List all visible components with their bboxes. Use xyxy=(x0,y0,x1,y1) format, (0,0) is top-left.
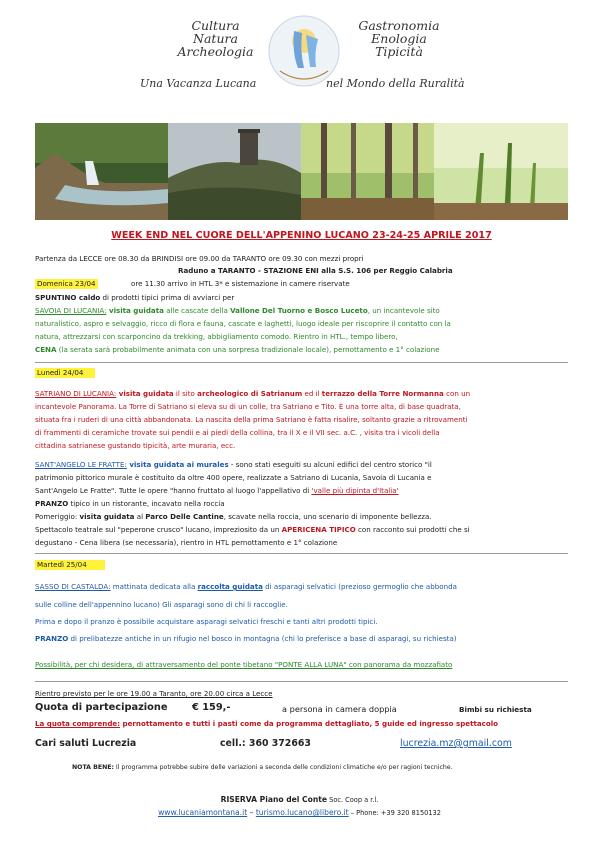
day3-pranzo xyxy=(35,634,457,644)
footer-contacts xyxy=(0,808,599,817)
divider xyxy=(35,681,568,682)
spettacolo-line2: degustano - Cena libera (se necessaria), rientro in HTL pernottamento e 1° colazione xyxy=(35,538,338,547)
tagline-right: nel Mondo della Ruralità xyxy=(326,77,465,90)
savoia-line1 xyxy=(35,306,440,316)
ponte-luna: "PONTE ALLA LUNA" xyxy=(274,660,347,669)
footer-dash: – xyxy=(247,808,256,817)
santangelo-line1 xyxy=(35,460,432,470)
satriano-line4: di frammenti di ceramiche trovate sui pendii e ai piedi della collina, tra il X e il VII sec. a.C. , visita tra i vicoli della xyxy=(35,428,440,437)
divider xyxy=(35,362,568,363)
footer-org xyxy=(0,795,599,804)
nota-bene xyxy=(72,764,453,771)
website-link[interactable]: www.lucaniamontana.it xyxy=(158,808,248,817)
pranzo-line xyxy=(35,499,225,509)
sasso-line1 xyxy=(35,582,457,592)
spuntino-line xyxy=(35,293,234,303)
spettacolo-line1 xyxy=(35,525,470,535)
rientro-line: Rientro previsto per le ore 19.00 a Taranto, ore 20.00 circa a Lecce xyxy=(35,689,273,698)
satriano-t2: ed il xyxy=(302,389,322,398)
satriano-visit: visita guidata xyxy=(116,389,174,398)
pom-t3: , scavate nella roccia, uno scenario di imponente bellezza. xyxy=(223,512,432,521)
event-title: WEEK END NEL CUORE DELL'APPENINO LUCANO 23-24-25 APRILE 2017 xyxy=(111,230,492,241)
quota-value: € 159,- xyxy=(192,702,231,713)
satriano-line1 xyxy=(35,389,470,399)
day2-label: Lunedì 24/04 xyxy=(35,368,95,378)
sasso-raccolta: raccolta guidata xyxy=(197,582,263,591)
day3-label: Martedì 25/04 xyxy=(35,560,105,570)
pranzo-bold: PRANZO xyxy=(35,499,69,508)
satriano-t1: il sito xyxy=(173,389,198,398)
day1-label: Domenica 23/04 xyxy=(37,279,96,288)
sasso-t2: di asparagi selvatici (prezioso germoglio che abbonda xyxy=(262,582,457,591)
cell-number: cell.: 360 372663 xyxy=(220,738,311,749)
arrival-info: ore 11.30 arrivo in HTL 3* e sistemazione in camere riservate xyxy=(131,279,350,288)
savoia-line2: naturalistico, aspro e selvaggio, ricco di flora e fauna, cascate e laghetti, luogo ideale per riscoprire il contatto con la xyxy=(35,319,451,328)
header-word: Archeologia xyxy=(177,44,254,59)
santangelo-line3 xyxy=(35,486,399,496)
sasso-place: SASSO DI CASTALDA: xyxy=(35,582,111,591)
pom-visit: visita guidata xyxy=(79,512,135,521)
comprende-line xyxy=(35,719,498,729)
tower-photo xyxy=(168,123,301,220)
spuntino-bold: SPUNTINO caldo xyxy=(35,293,101,302)
forest-photo xyxy=(301,123,434,220)
bimbi-note: Bimbi su richiesta xyxy=(459,705,532,714)
org-type: Soc. Coop a r.l. xyxy=(327,796,379,804)
cena-line xyxy=(35,345,439,355)
cena-text: (la serata sarà probabilmente animata con una sorpresa tradizionale locale), pernottamento e 1° colazione xyxy=(56,345,440,354)
apericena: APERICENA TIPICO xyxy=(281,525,356,534)
satriano-site: archeologico di Satrianum xyxy=(197,389,303,398)
header-left-words xyxy=(163,19,268,58)
footer-phone: – Phone: +39 320 8150132 xyxy=(348,809,441,817)
nota-text: Il programma potrebbe subire delle variazioni a seconda delle condizioni climatiche e/o per ragioni tecniche. xyxy=(113,764,453,771)
comprende-label: La quota comprende: xyxy=(35,719,121,728)
satriano-line2: incantevole Panorama. La Torre di Satriano si eleva su di un colle, tra Satriano e Tito. È una torre alta, di base quadrata, xyxy=(35,402,461,411)
nota-label: NOTA BENE: xyxy=(72,764,114,771)
satriano-place: SATRIANO DI LUCANIA: xyxy=(35,389,117,398)
spet-t2: con racconto sui prodotti che si xyxy=(355,525,470,534)
pom-t2: al xyxy=(134,512,146,521)
cena-bold: CENA xyxy=(35,345,57,354)
email-link[interactable]: lucrezia.mz@gmail.com xyxy=(400,738,512,749)
possibilita-line xyxy=(35,660,452,670)
santangelo-t3: Sant'Angelo Le Fratte". Tutte le opere "hanno fruttato al luogo l'appellativo di xyxy=(35,486,312,495)
satriano-line3: situata fra i ruderi di una città abbandonata. La nascita della prima Satriano è fatta risalire, soltanto grazie a ritrovamenti xyxy=(35,415,468,424)
satriano-line5: cittadina satrianese gustando tipicità, arte muraria, ecc. xyxy=(35,441,236,450)
pom-t1: Pomeriggio: xyxy=(35,512,80,521)
footer-email-link[interactable]: turismo.lucano@libero.it xyxy=(255,808,349,817)
quota-label: Quota di partecipazione xyxy=(35,702,168,713)
satriano-t3: con un xyxy=(443,389,471,398)
header-word: Tipicità xyxy=(375,44,423,59)
valle-dipinta: 'valle più dipinta d'Italia' xyxy=(311,486,399,495)
header-right-words xyxy=(344,19,454,58)
asparagus-photo xyxy=(434,123,568,220)
header-word: Cultura xyxy=(191,18,240,33)
santangelo-visit: visita guidata ai murales xyxy=(126,460,229,469)
day3-pranzo-text: di prelibatezze antiche in un rifugio nel bosco in montagna (chi lo preferisce a base di asparagi, su richiesta) xyxy=(68,634,457,643)
saluti: Cari saluti Lucrezia xyxy=(35,738,137,749)
poss-t3: con panorama da mozzafiato xyxy=(346,660,453,669)
savoia-text1: alle cascate della xyxy=(163,306,231,315)
poss-t1: Possibilità, per chi desidera, di attraversamento del ponte tibetano xyxy=(35,660,275,669)
quota-tail: a persona in camera doppia xyxy=(282,704,397,714)
org-name: RISERVA Piano del Conte xyxy=(220,795,328,804)
pomeriggio-line xyxy=(35,512,432,522)
savoia-place: SAVOIA DI LUCANIA: xyxy=(35,306,107,315)
comprende-text: pernottamento e tutti i pasti come da programma dettagliato, 5 guide ed ingresso spettacolo xyxy=(120,719,499,728)
tagline-left: Una Vacanza Lucana xyxy=(140,77,257,90)
sasso-line3: Prima e dopo il pranzo è possibile acquistare asparagi selvatici freschi e tanti altri prodotti tipici. xyxy=(35,617,378,626)
santangelo-t1: - sono stati eseguiti su alcuni edifici del centro storico "il xyxy=(228,460,432,469)
satriano-tower: terrazzo della Torre Normanna xyxy=(321,389,444,398)
santangelo-place: SANT'ANGELO LE FRATTE: xyxy=(35,460,127,469)
spet-t1: Spettacolo teatrale sul "peperone crusco" lucano, impreziosito da un xyxy=(35,525,282,534)
santangelo-line2: patrimonio pittorico murale è costituito da oltre 400 opere, realizzate a Satriano di Lucania, Savoia di Lucania e xyxy=(35,473,432,482)
waterfall-photo xyxy=(35,123,168,220)
day3-pranzo-bold: PRANZO xyxy=(35,634,69,643)
sasso-line2: sulle colline dell'appennino lucano) Gli asparagi sono di chi li raccoglie. xyxy=(35,600,288,609)
sasso-t1: mattinata dedicata alla xyxy=(110,582,198,591)
savoia-line3: natura, attrezzarsi con scarponcino da trekking, abbigliamento comodo. Rientro in HTL., tempo libero, xyxy=(35,332,398,341)
pom-park: Parco Delle Cantine xyxy=(145,512,224,521)
divider xyxy=(35,553,568,554)
photo-strip xyxy=(35,123,568,220)
departure-times: Partenza da LECCE ore 08.30 da BRINDISI ore 09.00 da TARANTO ore 09.30 con mezzi propri xyxy=(35,254,364,263)
header-word: Natura xyxy=(193,31,238,46)
meeting-point: Raduno a TARANTO - STAZIONE ENI alla S.S. 106 per Reggio Calabria xyxy=(178,266,453,275)
savoia-site: Vallone Del Tuorno e Bosco Luceto xyxy=(230,306,368,315)
pranzo-text: tipico in un ristorante, incavato nella roccia xyxy=(68,499,225,508)
savoia-text2: , un incantevole sito xyxy=(367,306,440,315)
header-word: Gastronomia xyxy=(358,18,440,33)
header-word: Enologia xyxy=(371,31,427,46)
spuntino-text: di prodotti tipici prima di avviarci per xyxy=(100,293,235,302)
savoia-visit: visita guidata xyxy=(106,306,164,315)
